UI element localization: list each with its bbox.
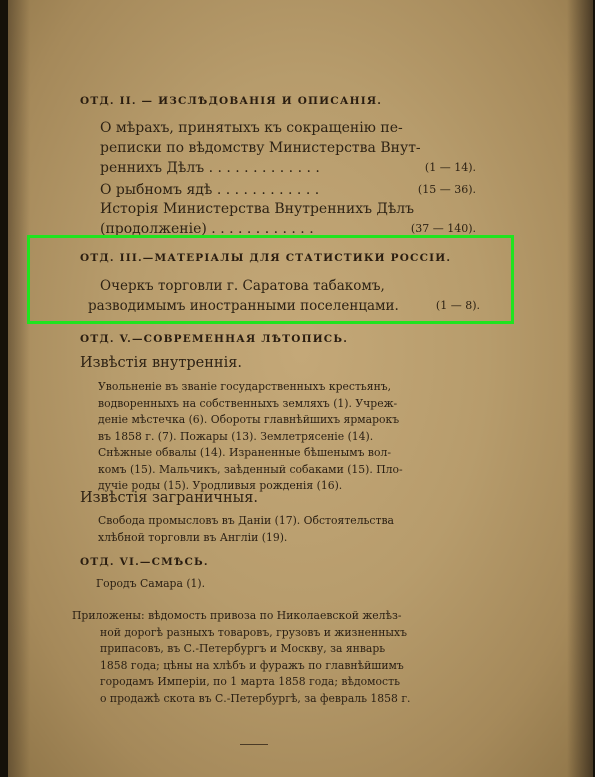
- saratov-line2: разводимымъ иностранными поселенцами.: [88, 298, 399, 314]
- toc-entry-3: [100, 199, 476, 239]
- appendix-line: 1858 года; цѣны на хлѣбъ и фуражъ по главнѣйшимъ: [100, 658, 404, 672]
- right-edge-shadow: [567, 0, 593, 777]
- internal-line: Увольненіе въ званіе государственныхъ крестьянъ,: [98, 380, 392, 393]
- appendix-line: городамъ Имперіи, по 1 марта 1858 года; вѣдомость: [100, 675, 400, 688]
- appendix-line: ной дорогѣ разныхъ товаровъ, грузовъ и жизненныхъ: [100, 625, 407, 639]
- saratov-line1: Очеркъ торговли г. Саратова табакомъ,: [100, 278, 385, 294]
- toc-entry-3-line1: Исторія Министерства Внутреннихъ Дѣлъ: [100, 201, 415, 217]
- toc-entry-1-line1: О мѣрахъ, принятыхъ къ сокращенію пе-: [100, 120, 403, 136]
- closing-rule: [240, 744, 268, 745]
- section-5-header: ОТД. V.—СОВРЕМЕННАЯ ЛѢТОПИСЬ.: [80, 333, 349, 345]
- highlight-box: [27, 235, 514, 324]
- foreign-line: хлѣбной торговли въ Англіи (19).: [98, 530, 288, 544]
- toc-entry-2: [100, 180, 476, 200]
- appendix-line: Приложены: вѣдомость привоза по Николаевской желѣз-: [72, 609, 402, 622]
- internal-line: въ 1858 г. (7). Пожары (13). Землетрясеніе (14).: [98, 429, 374, 443]
- appendix-line: о продажѣ скота въ С.-Петербургѣ, за февраль 1858 г.: [100, 691, 411, 705]
- section-3-header: ОТД. III.—МАТЕРІАЛЫ ДЛЯ СТАТИСТИКИ РОССІИ.: [80, 252, 452, 264]
- appendix-paragraph: [72, 608, 432, 707]
- toc-entry-2-text: О рыбномъ ядѣ . . . . . . . . . . . .: [100, 182, 320, 198]
- section-2-header: ОТД. II. — ИЗСЛѢДОВАНІЯ И ОПИСАНІЯ.: [80, 95, 383, 107]
- internal-news-list: [98, 379, 418, 495]
- internal-line: комъ (15). Мальчикъ, заѣденный собаками (15). Пло-: [98, 462, 403, 476]
- toc-entry-1-pages: (1 — 14).: [424, 161, 476, 174]
- appendix-line: припасовъ, въ С.-Петербургъ и Москву, за январь: [100, 642, 386, 655]
- foreign-news-title: Извѣстія заграничныя.: [80, 490, 258, 506]
- toc-entry-1-line3: реннихъ Дѣлъ . . . . . . . . . . . . .: [100, 160, 320, 176]
- foreign-news-list: [98, 513, 418, 546]
- internal-line: Снѣжные обвалы (14). Израненные бѣшенымъ вол-: [98, 446, 391, 459]
- toc-entry-2-pages: (15 — 36).: [417, 183, 476, 196]
- section-6-header: ОТД. VI.—СМѢСЬ.: [80, 556, 209, 568]
- internal-line: водворенныхъ на собственныхъ земляхъ (1). Учреж-: [98, 396, 398, 410]
- toc-entry-3-pages: (37 — 140).: [410, 222, 476, 235]
- toc-entry-1: [100, 118, 476, 178]
- internal-line: дучіе роды (15). Уродливыя рожденія (16).: [98, 479, 343, 492]
- samara-item: Городъ Самара (1).: [96, 577, 206, 590]
- saratov-pages: (1 — 8).: [435, 299, 480, 312]
- document-page: [8, 0, 593, 777]
- internal-line: деніе мѣстечка (6). Обороты главнѣйшихъ ярмарокъ: [98, 413, 400, 426]
- internal-news-title: Извѣстія внутреннія.: [80, 355, 242, 371]
- toc-entry-1-line2: реписки по вѣдомству Министерства Внут-: [100, 140, 421, 156]
- left-edge-stain: [8, 0, 30, 777]
- foreign-line: Свобода промысловъ въ Даніи (17). Обстоятельства: [98, 514, 394, 527]
- toc-entry-3-line2: (продолженіе) . . . . . . . . . . . .: [100, 221, 314, 237]
